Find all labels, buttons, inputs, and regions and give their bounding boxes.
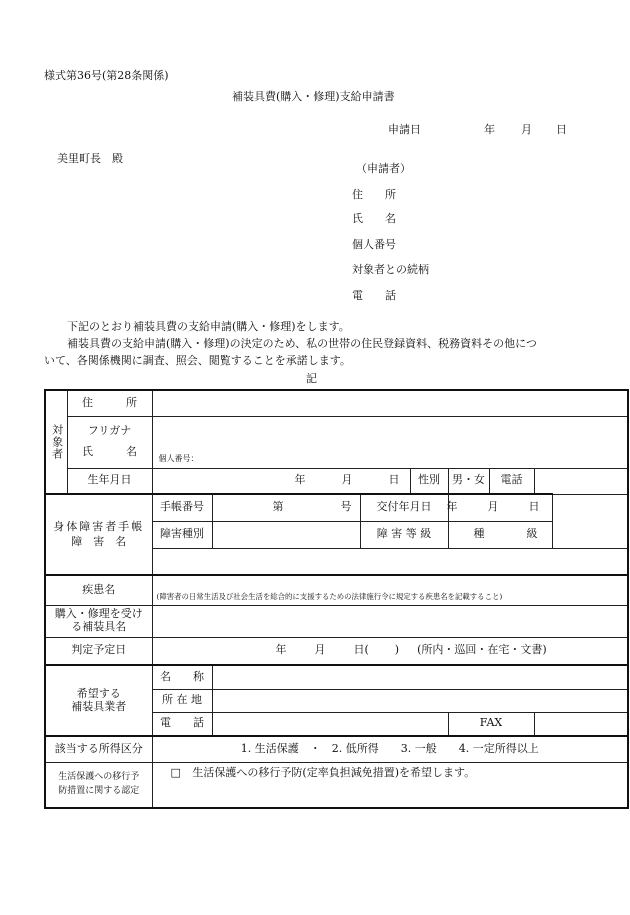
disability-name-field[interactable] <box>152 548 628 575</box>
disability-label-1: 身体障害者手帳 <box>53 519 145 533</box>
body-line-2: 補装具費の支給申請(購入・修理)の決定のため、私の世帯の住民登録資料、税務資料その他につ <box>67 337 537 350</box>
disease-field[interactable] <box>152 575 628 605</box>
vendor-address-field[interactable] <box>212 689 628 712</box>
welfare-label-cell <box>45 762 152 808</box>
birthdate-field[interactable] <box>152 468 410 494</box>
device-label-cell <box>45 605 152 637</box>
vendor-name-field[interactable] <box>212 665 628 689</box>
device-field[interactable] <box>152 605 628 637</box>
handbook-dai-label: 第 <box>272 500 284 514</box>
issue-date-label: 交付年月日 <box>360 494 448 521</box>
application-date-day: 日 <box>556 123 567 136</box>
device-row <box>45 605 628 637</box>
sex-options[interactable]: 男・女 <box>448 468 489 494</box>
vendor-name-row <box>45 665 628 689</box>
subject-name-label: 氏 名 <box>82 445 137 458</box>
birthdate-label: 生年月日 <box>67 468 152 494</box>
furigana-label: フリガナ <box>87 424 132 438</box>
judgment-label: 判定予定日 <box>45 637 152 665</box>
handbook-number-label: 手帳番号 <box>152 494 212 521</box>
fax-label: FAX <box>448 712 534 736</box>
device-label-1: 購入・修理を受け <box>54 607 143 621</box>
application-form-table <box>44 389 629 809</box>
subject-birth-row <box>45 468 628 494</box>
judgment-day-label: 日( <box>353 643 369 657</box>
applicant-name-label: 氏 名 <box>352 212 396 225</box>
grade-shu-label: 種 <box>473 527 485 541</box>
welfare-checkbox[interactable]: □ <box>170 765 181 779</box>
form-number: 様式第36号(第28条関係) <box>44 69 169 82</box>
applicant-relation-label: 対象者との続柄 <box>352 263 429 276</box>
disability-grade-field[interactable] <box>448 521 552 548</box>
judgment-row <box>45 637 628 665</box>
birth-year-label: 年 <box>294 473 306 487</box>
vendor-name-label: 名 称 <box>152 665 212 689</box>
disability-type-field[interactable] <box>212 521 360 548</box>
welfare-field <box>152 762 628 808</box>
issue-month-label: 月 <box>487 500 499 514</box>
subject-address-label: 住 所 <box>67 390 152 416</box>
income-row <box>45 736 628 762</box>
vendor-label-2: 補装具業者 <box>71 699 127 713</box>
subject-label-cell <box>45 390 67 494</box>
fax-field[interactable] <box>534 712 628 736</box>
applicant-heading: （申請者） <box>356 162 411 175</box>
disability-label-cell <box>45 494 152 575</box>
issue-year-label: 年 <box>446 500 458 514</box>
applicant-phone-label: 電 話 <box>352 289 396 302</box>
ki-heading: 記 <box>306 372 317 385</box>
subject-phone-label: 電話 <box>489 468 534 494</box>
application-date-month: 月 <box>521 123 532 136</box>
vendor-label-cell <box>45 665 152 736</box>
disease-note: (障害者の日常生活及び社会生活を総合的に支援するための法律施行令に規定する疾患名を記載すること) <box>156 591 503 601</box>
welfare-label-2: 防措置に関する認定 <box>58 785 140 796</box>
applicant-personal-number-label: 個人番号 <box>352 238 396 251</box>
subject-address-field[interactable] <box>152 390 628 416</box>
subject-name-field[interactable] <box>152 416 628 468</box>
handbook-row <box>45 494 628 521</box>
addressee: 美里町長 殿 <box>57 152 123 165</box>
grade-kyu-label: 級 <box>526 527 538 541</box>
subject-label: 対象者 <box>50 424 64 460</box>
handbook-gou-label: 号 <box>340 500 352 514</box>
subject-name-label-cell <box>67 416 152 468</box>
subject-address-row <box>45 390 628 416</box>
issue-date-field[interactable] <box>448 494 552 521</box>
disability-label-2: 障 害 名 <box>71 534 127 548</box>
application-date-label: 申請日 <box>388 123 421 136</box>
judgment-field[interactable] <box>152 637 628 665</box>
disability-grade-label: 障 害 等 級 <box>360 521 448 548</box>
disability-type-label: 障害種別 <box>152 521 212 548</box>
vendor-phone-label: 電 話 <box>152 712 212 736</box>
subject-phone-field[interactable] <box>534 468 628 494</box>
income-options[interactable]: 1. 生活保護 ・ 2. 低所得 3. 一般 4. 一定所得以上 <box>152 736 628 762</box>
birth-month-label: 月 <box>341 473 353 487</box>
income-label: 該当する所得区分 <box>45 736 152 762</box>
welfare-text: 生活保護への移行予防(定率負担減免措置)を希望します。 <box>192 765 476 779</box>
body-line-3: いて、各関係機関に調査、照会、閲覧することを承諾します。 <box>44 354 351 367</box>
vendor-label-1: 希望する <box>76 686 121 700</box>
issue-day-label: 日 <box>528 500 540 514</box>
disease-label: 疾患名 <box>45 575 152 605</box>
handbook-number-field[interactable] <box>212 494 360 521</box>
body-line-1: 下記のとおり補装具費の支給申請(購入・修理)をします。 <box>67 320 350 333</box>
welfare-label-1: 生活保護への移行予 <box>58 772 140 783</box>
birth-day-label: 日 <box>388 473 400 487</box>
welfare-row <box>45 762 628 808</box>
judgment-year-label: 年 <box>275 643 287 657</box>
vendor-phone-field[interactable] <box>212 712 448 736</box>
subject-name-row <box>45 416 628 468</box>
sex-label: 性別 <box>410 468 448 494</box>
judgment-places: (所内・巡回・在宅・文書) <box>417 643 547 657</box>
form-title: 補装具費(購入・修理)支給申請書 <box>232 90 395 103</box>
judgment-month-label: 月 <box>314 643 326 657</box>
application-date-year: 年 <box>484 123 495 136</box>
disease-row <box>45 575 628 605</box>
vendor-address-label: 所 在 地 <box>152 689 212 712</box>
personal-number-small-label: 個人番号： <box>158 453 199 463</box>
judgment-close-paren: ) <box>394 643 400 657</box>
device-label-2: る補装具名 <box>71 620 127 633</box>
applicant-address-label: 住 所 <box>352 188 396 201</box>
